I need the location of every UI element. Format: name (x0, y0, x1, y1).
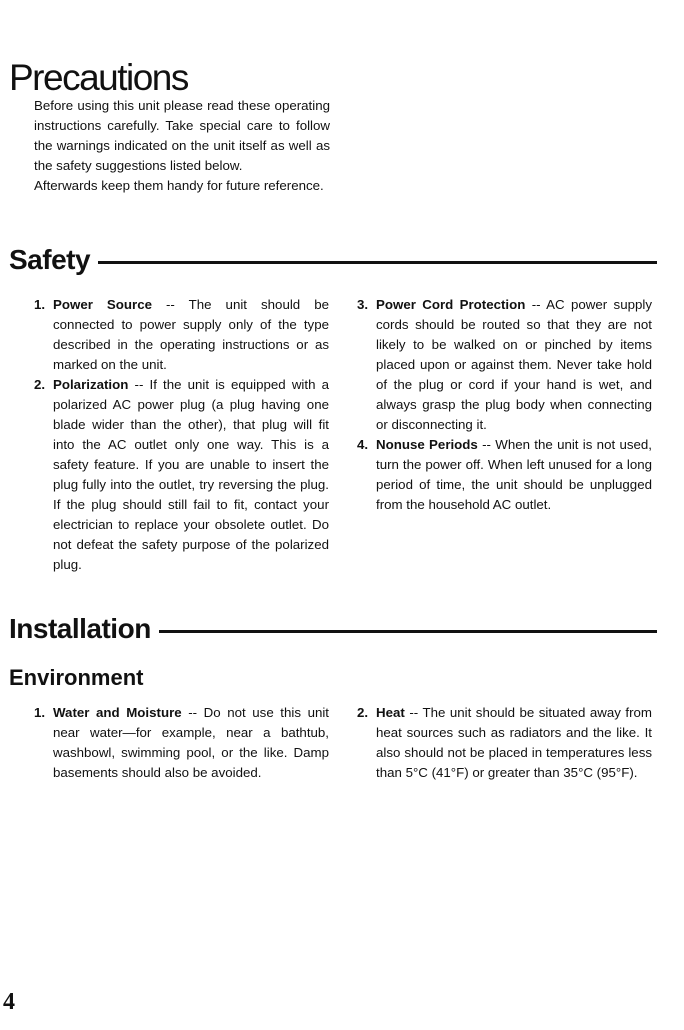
item-term: Nonuse Periods (376, 437, 478, 452)
item-term: Power Cord Protection (376, 297, 526, 312)
item-text: -- The unit should be connected to power supply only of the type described in the operating instructions or as marked on the unit. (53, 297, 329, 372)
page-number: 4 (3, 989, 15, 1015)
intro-paragraph: Afterwards keep them handy for future reference. (34, 178, 324, 193)
item-term: Polarization (53, 377, 129, 392)
item-term: Power Source (53, 297, 152, 312)
installation-column-right (357, 703, 652, 783)
item-text: -- AC power supply cords should be routed so that they are not likely to be walked on or pinched by items placed upon or against them. Never take hold of the plug or cord if your hand is wet, and always grasp the plug body when connecting or disconnecting it. (376, 297, 652, 432)
item-text: -- The unit should be situated away from heat sources such as radiators and the like. It also should not be placed in temperatures less than 5°C (41°F) or greater than 35°C (95°F). (376, 705, 652, 780)
heading-rule (159, 630, 657, 633)
list-item (357, 703, 652, 783)
item-text: -- When the unit is not used, turn the power off. When left unused for a long period of time, the unit should be unplugged from the household AC outlet. (376, 437, 652, 512)
item-text: -- If the unit is equipped with a polarized AC power plug (a plug having one blade wider than the other), that plug will fit into the AC outlet only one way. This is a safety feature. If you are unable to insert the plug fully into the outlet, try reversing the plug. If the plug should still fail to fit, contact your electrician to replace your obsolete outlet. Do not defeat the safety purpose of the polarized plug. (53, 377, 329, 572)
item-number: 3. (357, 297, 369, 312)
list-item (357, 435, 652, 515)
page-title: Precautions (9, 56, 188, 98)
installation-heading (9, 615, 657, 643)
safety-heading (9, 246, 657, 274)
safety-column-left (34, 295, 329, 575)
installation-heading-label: Installation (9, 613, 151, 644)
heading-rule (98, 261, 657, 264)
list-item (34, 703, 329, 783)
item-number: 1. (34, 705, 46, 720)
item-number: 4. (357, 437, 369, 452)
item-number: 1. (34, 297, 46, 312)
item-text: -- Do not use this unit near water—for example, near a bathtub, washbowl, swimming pool, or the like. Damp basements should also be avoided. (53, 705, 330, 780)
intro-text (34, 96, 330, 196)
environment-subheading: Environment (9, 665, 144, 690)
item-number: 2. (34, 377, 46, 392)
list-item (34, 375, 329, 575)
item-term: Heat (376, 705, 405, 720)
safety-heading-label: Safety (9, 244, 91, 275)
list-item (34, 295, 329, 375)
item-number: 2. (357, 705, 369, 720)
installation-column-left (34, 703, 329, 783)
item-term: Water and Moisture (53, 705, 182, 720)
list-item (357, 295, 652, 435)
safety-column-right (357, 295, 652, 515)
intro-paragraph: Before using this unit please read these operating instructions carefully. Take special care to follow the warnings indicated on the unit itself as well as the safety suggestions listed below. (34, 98, 330, 173)
